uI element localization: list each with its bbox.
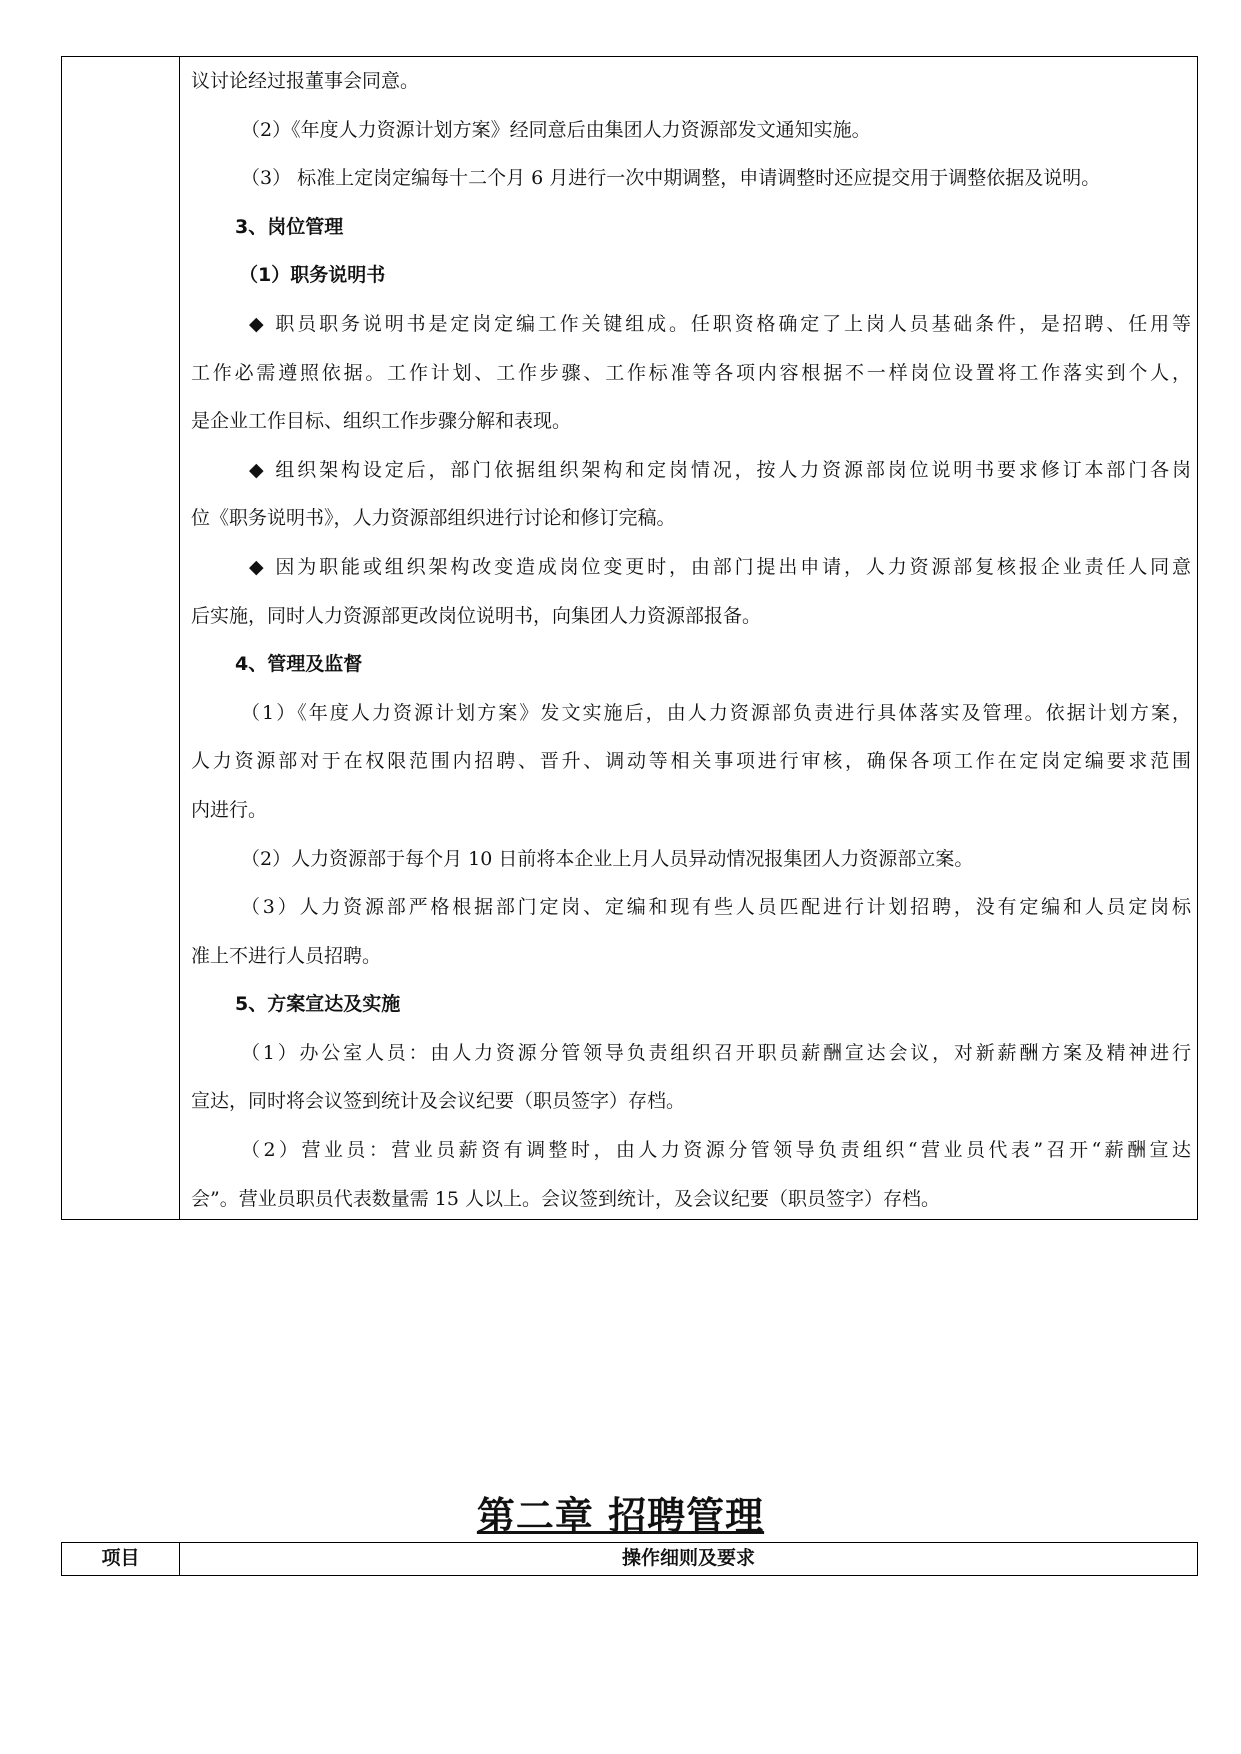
paragraph-line: 位《职务说明书》，人力资源部组织进行讨论和修订完稿。 [191, 507, 676, 530]
bullet-line: ◆ 职员职务说明书是定岗定编工作关键组成。任职资格确定了上岗人员基础条件，是招聘、任用等 [249, 312, 1191, 335]
paragraph-line: （2）《年度人力资源计划方案》经同意后由集团人力资源部发文通知实施。 [241, 118, 871, 141]
chapter-table-header [61, 1542, 1198, 1576]
paragraph-line: 会”。营业员职员代表数量需 15 人以上。会议签到统计，及会议纪要（职员签字）存档。 [191, 1187, 940, 1210]
column-header-details: 操作细则及要求 [621, 1547, 755, 1569]
bullet-line: ◆ 因为职能或组织架构改变造成岗位变更时，由部门提出申请，人力资源部复核报企业责任人同意 [249, 555, 1191, 578]
subsection-heading: （1）职务说明书 [239, 264, 386, 287]
section-heading: 5、方案宣达及实施 [235, 993, 401, 1016]
column-header-item: 项目 [62, 1543, 180, 1575]
paragraph-line: 人力资源部对于在权限范围内招聘、晋升、调动等相关事项进行审核，确保各项工作在定岗定编要求范围 [191, 750, 1191, 773]
details-cell [191, 57, 1191, 1223]
paragraph-line: 工作必需遵照依据。工作计划、工作步骤、工作标准等各项内容根据不一样岗位设置将工作落实到个人， [191, 361, 1191, 384]
paragraph-line: 后实施，同时人力资源部更改岗位说明书，向集团人力资源部报备。 [191, 604, 762, 627]
paragraph-line: 议讨论经过报董事会同意。 [191, 70, 420, 92]
chapter-title: 第二章 招聘管理 [476, 1493, 765, 1538]
paragraph-line: 内进行。 [191, 798, 268, 821]
paragraph-line: （3） 标准上定岗定编每十二个月 6 月进行一次中期调整，申请调整时还应提交用于调整依据及说明。 [241, 167, 1101, 190]
paragraph-line: （2）人力资源部于每个月 10 日前将本企业上月人员异动情况报集团人力资源部立案。 [241, 847, 974, 870]
paragraph-line: 准上不进行人员招聘。 [191, 944, 382, 967]
paragraph-line: （1）办公室人员：由人力资源分管领导负责组织召开职员薪酬宣达会议，对新薪酬方案及精神进行 [241, 1041, 1191, 1064]
paragraph-line: （1）《年度人力资源计划方案》发文实施后，由人力资源部负责进行具体落实及管理。依据计划方案， [241, 701, 1191, 724]
item-column [62, 57, 180, 1219]
paragraph-line: （2）营业员：营业员薪资有调整时，由人力资源分管领导负责组织“营业员代表”召开“薪酬宣达 [241, 1139, 1191, 1162]
paragraph-line: （3）人力资源部严格根据部门定岗、定编和现有些人员匹配进行计划招聘，没有定编和人员定岗标 [241, 896, 1191, 919]
section-heading: 3、岗位管理 [235, 215, 344, 238]
bullet-line: ◆ 组织架构设定后，部门依据组织架构和定岗情况，按人力资源部岗位说明书要求修订本部门各岗 [249, 458, 1191, 481]
continuation-table [61, 56, 1198, 1220]
paragraph-line: 宣达，同时将会议签到统计及会议纪要（职员签字）存档。 [191, 1090, 686, 1113]
paragraph-line: 是企业工作目标、组织工作步骤分解和表现。 [191, 410, 572, 433]
section-heading: 4、管理及监督 [235, 653, 363, 676]
